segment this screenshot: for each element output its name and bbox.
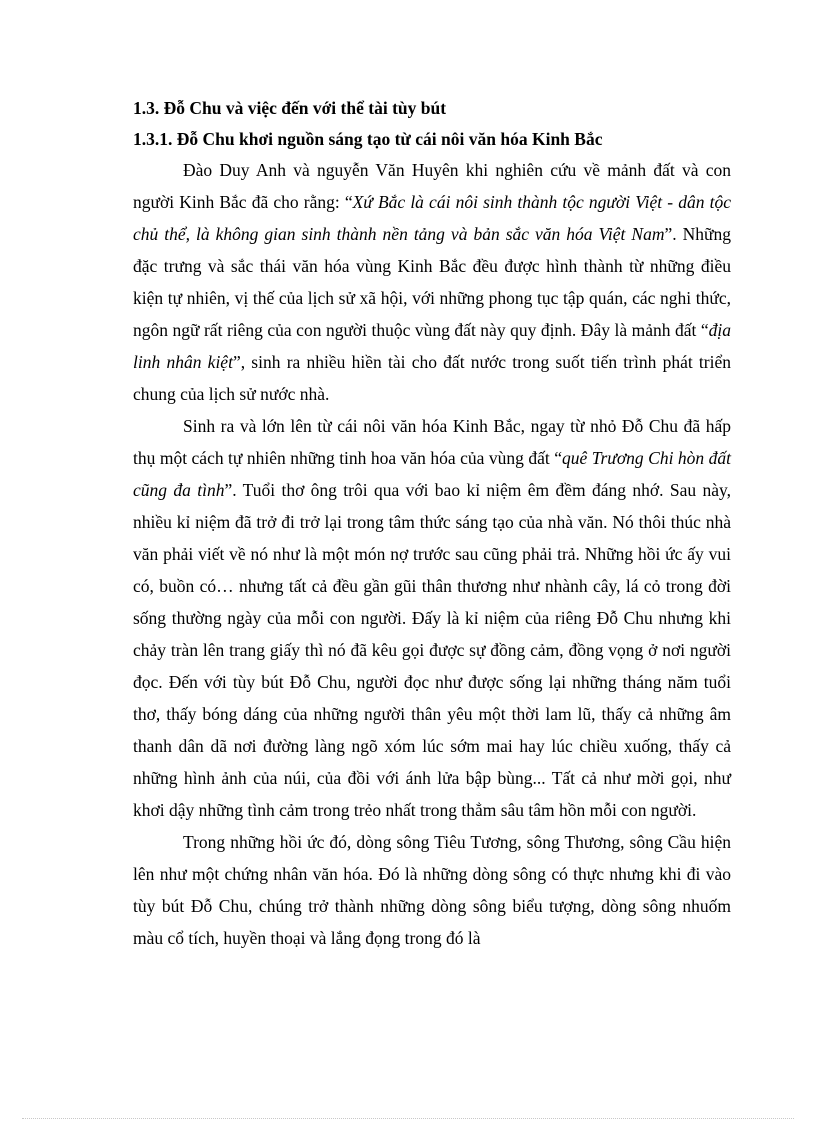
paragraph-1 [133, 154, 731, 410]
paragraph-3-text-1: Trong những hồi ức đó, dòng sông Tiêu Tương, sông Thương, sông Cầu hiện lên như một chứng nhân văn hóa. Đó là những dòng sông có thực nhưng khi đi vào tùy bút Đỗ Chu, chúng trở thành những dòng sông biểu tượng, dòng sông nhuốm màu cổ tích, huyền thoại và lắng đọng trong đó là [133, 832, 731, 948]
paragraph-1-quote-dia-linh: địa linh nhân kiệt [133, 320, 731, 372]
paragraph-1-text-2: ”. Những đặc trưng và sắc thái văn hóa vùng Kinh Bắc đều được hình thành từ những điều kiện tự nhiên, vị thế của lịch sử xã hội, với những phong tục tập quán, các nghi thức, ngôn ngữ rất riêng của con người thuộc vùng đất này quy định. Đây là mảnh đất “ [133, 224, 731, 340]
paragraph-2-text-1: Sinh ra và lớn lên từ cái nôi văn hóa Kinh Bắc, ngay từ nhỏ Đỗ Chu đã hấp thụ một cách tự nhiên những tinh hoa văn hóa của vùng đất “ [133, 416, 731, 468]
section-heading: 1.3. Đỗ Chu và việc đến với thể tài tùy bút [133, 98, 447, 118]
paragraph-3 [133, 826, 731, 954]
paragraph-1-text-3: ”, sinh ra nhiều hiền tài cho đất nước trong suốt tiến trình phát triển chung của lịch sử nước nhà. [133, 352, 731, 404]
paragraph-2 [133, 410, 731, 826]
paragraph-1-text-1: Đào Duy Anh và nguyễn Văn Huyên khi nghiên cứu về mảnh đất và con người Kinh Bắc đã cho rằng: “ [133, 160, 731, 212]
page-bottom-rule [22, 1118, 794, 1119]
subsection-heading: 1.3.1. Đỗ Chu khơi nguồn sáng tạo từ cái nôi văn hóa Kinh Bắc [133, 129, 603, 149]
page-content [133, 94, 731, 954]
paragraph-1-quote-xu-bac: Xứ Bắc là cái nôi sinh thành tộc người Việt - dân tộc chủ thể, là không gian sinh thành nền tảng và bản sắc văn hóa Việt Nam [133, 192, 731, 244]
paragraph-2-text-2: ”. Tuổi thơ ông trôi qua với bao kỉ niệm êm đềm đáng nhớ. Sau này, nhiều kỉ niệm đã trở đi trở lại trong tâm thức sáng tạo của nhà văn. Nó thôi thúc nhà văn phải viết về nó như là một món nợ trước sau cũng phải trả. Những hồi ức ấy vui có, buồn có… nhưng tất cả đều gần gũi thân thương như nhành cây, lá cỏ trong đời sống thường ngày của mỗi con người. Đấy là kỉ niệm của riêng Đỗ Chu nhưng khi chảy tràn lên trang giấy thì nó đã kêu gọi được sự đồng cảm, đồng vọng ở nơi người đọc. Đến với tùy bút Đỗ Chu, người đọc như được sống lại những tháng năm tuổi thơ, thấy bóng dáng của những người thân yêu một thời lam lũ, thấy cả những âm thanh dân dã nơi đường làng ngõ xóm lúc sớm mai hay lúc chiều xuống, thấy cả những hình ảnh của núi, của đồi với ánh lửa bập bùng... Tất cả như mời gọi, như khơi dậy những tình cảm trong trẻo nhất trong thẳm sâu tâm hồn mỗi con người. [133, 480, 731, 820]
paragraph-2-quote-que-truong-chi: quê Trương Chi hòn đất cũng đa tình [133, 448, 731, 500]
